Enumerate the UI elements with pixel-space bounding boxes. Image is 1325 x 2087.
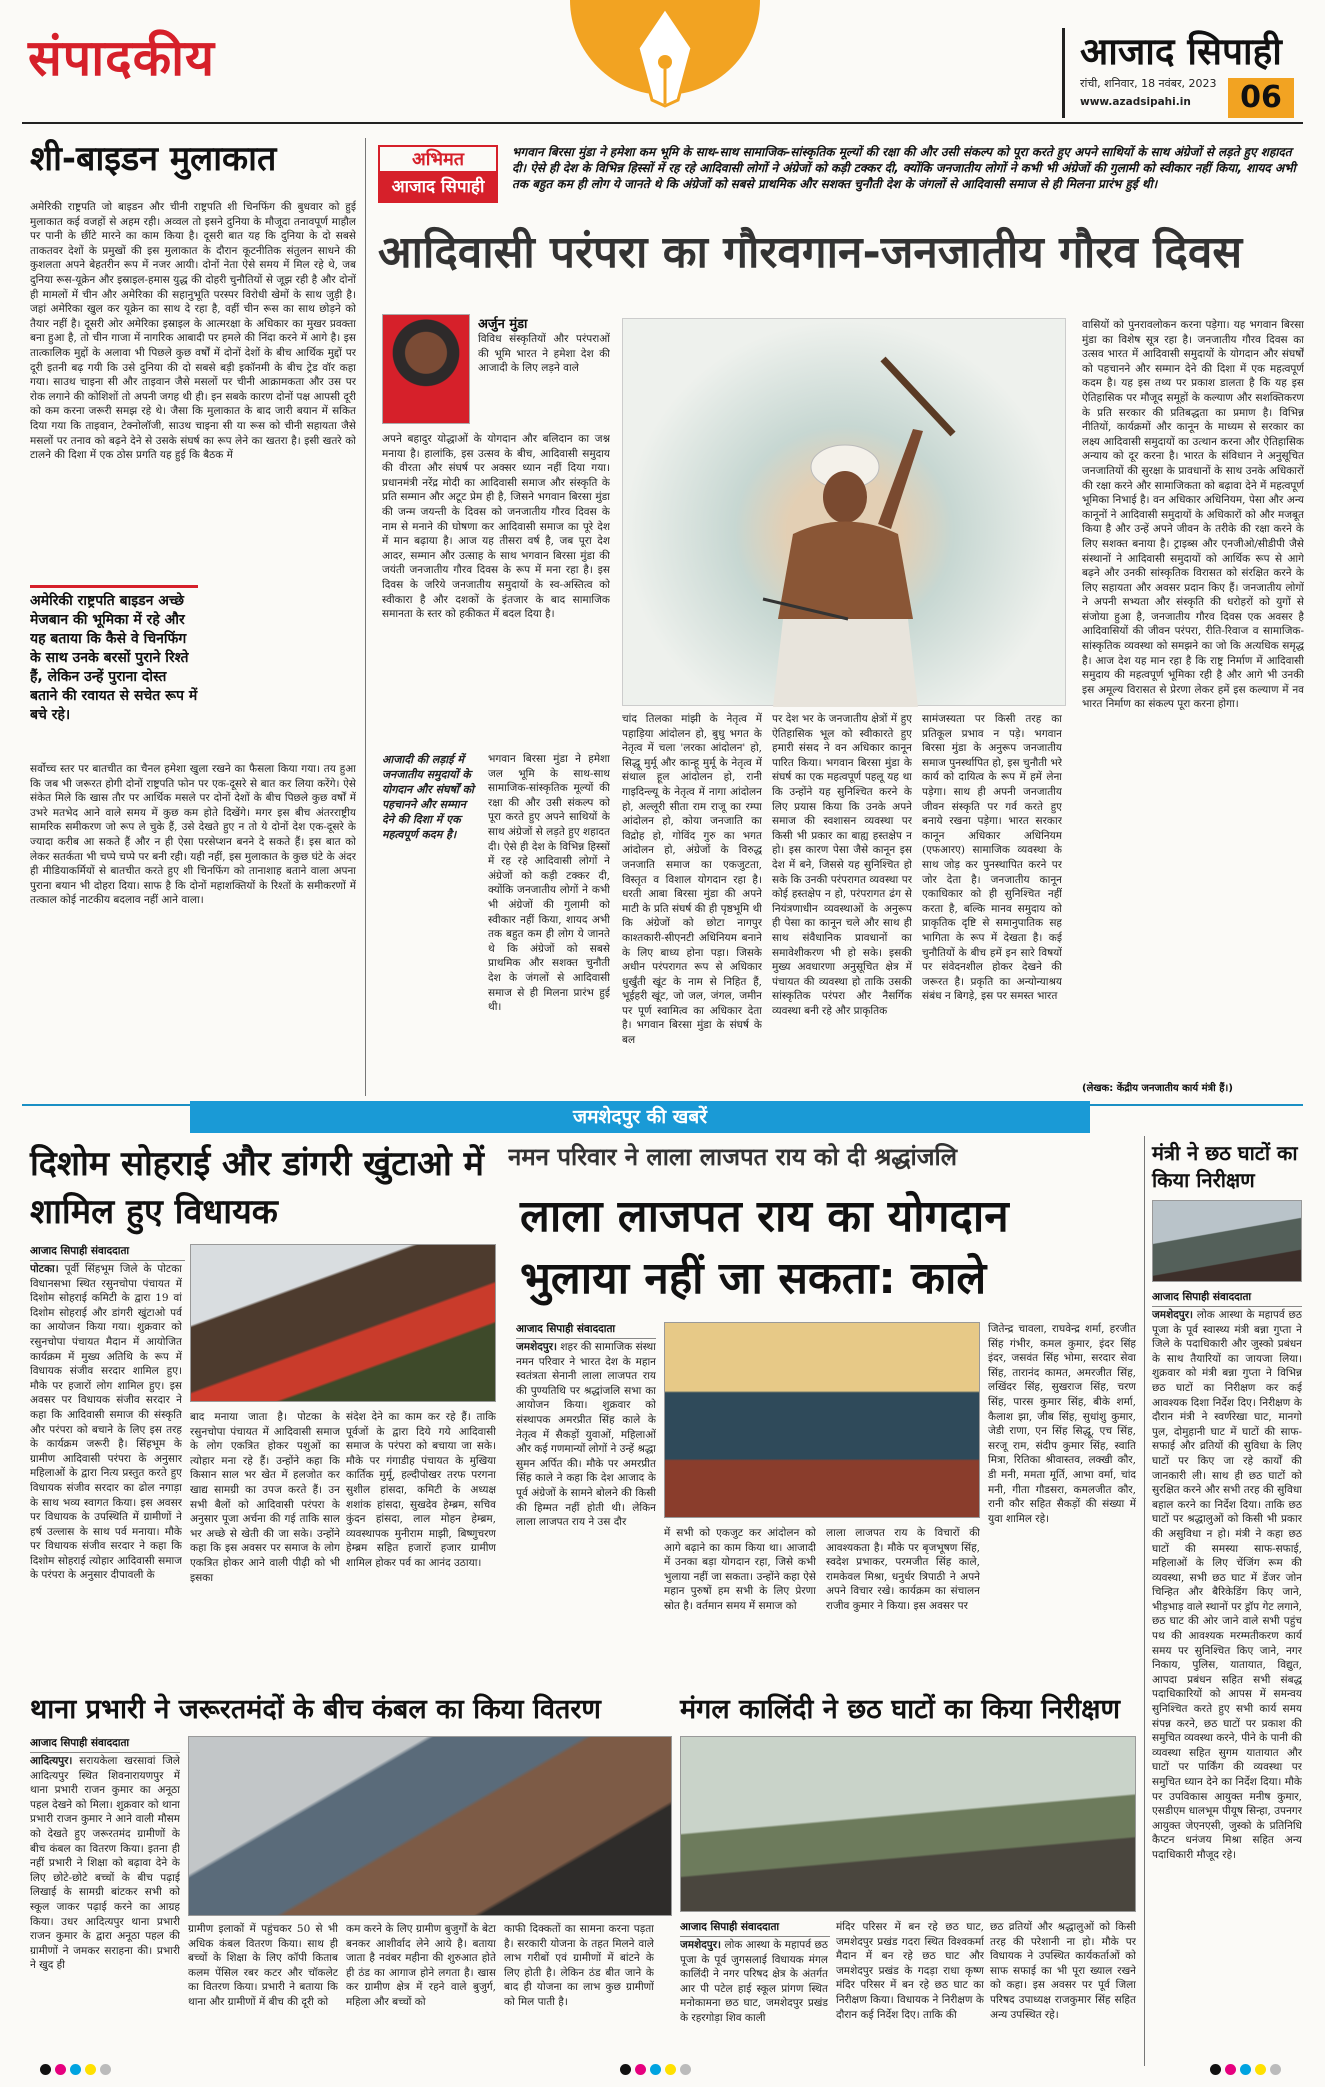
editorial-body-bottom [30, 762, 356, 1097]
story5-col2 [836, 1920, 984, 2054]
birsa-munda-illustration [622, 318, 1066, 706]
feature-paragraph: सामंजस्यता पर किसी तरह का प्रतिकूल प्रभाव न पड़े। भगवान बिरसा मुंडा के अनुरूप जनजातीय समाज पुनर्स्थापित हो, इस चुनौती भरे कार्य को दायित्व के रूप में हमें लेना पड़ेगा। साथ ही अपनी जनजातीय जीवन संस्कृति पर गर्व करते हुए बनाये रखना पड़ेगा। भारत सरकार कानून अधिकार अधिनियम (एफआरए) सामाजिक व्यवस्था के साथ जोड़ कर पुनस्थापित करने पर जोर देता है। जनजातीय कानून एकाधिकार को ही सुनिश्चित नहीं करता है, बल्कि मानव समुदाय को प्राकृतिक दृष्टि से समानुपातिक सह भागिता के रूप में देखता है। कई चुनौतियों के बीच हमें इन सारे विषयों पर संवेदनशील होकर देखने की जरूरत है। प्रकृति का अन्योन्याश्रय संबंध न बिगड़े, इस पर समस्त भारत [922, 713, 1062, 1003]
story2-kicker: नमन परिवार ने लाला लाजपत राय को दी श्रद्धांजलि [508, 1143, 958, 1171]
story5-col3 [990, 1920, 1136, 2054]
story3-text: लोक आस्था के महापर्व छठ पूजा के पूर्व स्वास्थ्य मंत्री बन्ना गुप्ता ने जिले के पदाधिकारी और जुस्को प्रबंधन के साथ तैयारियों का जायजा लिया। शुक्रवार को मंत्री बन्ना गुप्ता ने विभिन्न छठ घाटों का निरीक्षण कर कई आवश्यक दिशा निर्देश दिए। निरीक्षण के दौरान मंत्री ने स्वर्णरेखा घाट, मानगो पुल, दोमुहानी घाट में घाटों की साफ-सफाई और व्रतियों की सुविधा के लिए घाटों पर किए जा रहे कार्यों की जानकारी ली। साथ ही छठ घाटों को सुरक्षित करने और सभी तरह की सुविधा बहाल करने का निर्देश दिया। ताकि छठ घाटों पर श्रद्धालुओं को किसी भी प्रकार की असुविधा न हो। मंत्री ने कहा छठ घाटों की समस्या साफ-सफाई, महिलाओं के लिए चेंजिंग रूम की व्यवस्था, सभी छठ घाट में डेंजर जोन चिन्हित और बैरिकेडिंग किए जाने, भीड़भाड़ वाले स्थानों पर ड्रॉप गेट लगाने, छठ घाट की ओर जाने वाले सभी पहुंच पथ की आवश्यक मरम्मतीकरण कार्य समय पर सुनिश्चित किए जाने, नगर निकाय, पुलिस, यातायात, विद्युत, आपदा प्रबंधन सहित सभी संबद्ध पदाधिकारियों को आपस में समन्वय सुनिश्चित करते हुए सभी कार्य समय संपन्न करने, छठ घाटों पर प्रकाश की समुचित व्यवस्था करने, पीने के पानी की व्यवस्था सहित सुगम यातायात और घाटों पर पार्किंग की व्यवस्था पर समुचित ध्यान देने का निर्देश दिया। मौके पर उपविकास आयुक्त मनीष कुमार, एसडीएम धालभूम पीयूष सिन्हा, उपनगर आयुक्त जेएनएसी, जुस्को के प्रतिनिधि कैप्टन धनंजय मिश्रा सहित अन्य पदाधिकारी मौजूद रहे। [1152, 1309, 1302, 1861]
jamshedpur-banner-label: जमशेदपुर की खबरें [190, 1101, 1090, 1133]
feature-col2 [622, 712, 762, 1096]
story1-text: संदेश देने का काम कर रहे हैं। ताकि पूर्वजों के द्वारा दिये गये आदिवासी समाज के परंपरा को बचाया जा सके। मौके पर गंगाडीह पंचायत के मुखिया कार्तिक मुर्मू, हल्दीपोखर तरफ परगना सुशील हांसदा, कमिटी के अध्यक्ष शशांक हांसदा, सुखदेव हेम्ब्रम, सचिव कुंदन हांसदा, लाल मोहन हेम्ब्रम, व्यवस्थापक मुनीराम माझी, बिष्णुचरण हेम्ब्रम सहित हजारों हजार ग्रामीण शामिल होकर पर्व का आनंद उठाया। [346, 1411, 496, 1569]
warrior-figure-icon [623, 319, 1067, 707]
story4-col4 [504, 1922, 654, 2054]
feature-side-quote: आजादी की लड़ाई में जनजातीय समुदायों के योगदान और संघर्षों को पहचानने और सम्मान देने की दिशा में एक महत्वपूर्ण कदम है। [382, 753, 474, 841]
story5-text: मंदिर परिसर में बन रहे छठ घाट, जमशेदपुर प्रखंड गदरा स्थित विश्वकर्मा मैदान में बन रहे छठ घाट और जमशेदपुर प्रखंड के गदड़ा राधा कृष्ण मंदिर परिसर में बन रहे छठ घाट का निरीक्षण किया। विधायक ने निरीक्षण के दौरान कई निर्देश दिए। ताकि की [836, 1921, 984, 2021]
pen-nib-logo-icon [560, 0, 770, 118]
editorial-body-top [30, 200, 356, 630]
story2-text: लाला लाजपत राय के विचारों की आवश्यकता है। मौके पर बृजभूषण सिंह, स्वदेश प्रभाकर, परमजीत सिंह काले, रामकेवल मिश्रा, धनुर्धर त्रिपाठी ने अपने अपने विचार रखे। कार्यक्रम का संचालन राजीव कुमार ने किया। इस अवसर पर [826, 1527, 980, 1612]
story4-photo [188, 1736, 672, 1916]
story2-col4 [988, 1322, 1136, 1686]
website: www.azadsipahi.in [1080, 96, 1191, 108]
story2-col1 [516, 1340, 656, 1588]
story4-byline: आजाद सिपाही संवाददाता [30, 1736, 180, 1753]
story1-place: पोटका। [30, 1263, 59, 1275]
feature-paragraph: भगवान बिरसा मुंडा ने हमेशा जल भूमि के साथ-साथ सामाजिक-सांस्कृतिक मूल्यों की रक्षा की और उसी संकल्प को पूरा करते हुए अपने साथियों के साथ अंग्रेजों से लड़ते हुए शहादत दी। ऐसे ही देश के विभिन्न हिस्सों में रह रहे आदिवासी लोगों ने अंग्रेजों को कड़ी टक्कर दी, क्योंकि जनजातीय लोगों ने कभी भी अंग्रेजों की गुलामी को स्वीकार नहीं किया, शायद अभी तक बहुत कम ही लोग ये जानते थे कि अंग्रेजों को सबसे प्राथमिक और सशक्त चुनौती देश के जंगलों से आदिवासी समाज से ही मिलना प्रारंभ हुई थी। [488, 753, 610, 1014]
story4-text: काफी दिक्कतों का सामना करना पड़ता है। सरकारी योजना के तहत मिलने वाले लाभ गरीबों एवं ग्रामीणों में बांटने के लिए होती है। लेकिन ठंड बीत जाने के बाद ही योजना का लाभ कुछ ग्रामीणों को मिल पाती है। [504, 1923, 654, 2008]
editorial-paragraph: अमेरिकी राष्ट्रपति जो बाइडन और चीनी राष्ट्रपति शी चिनफिंग की बुधवार को हुई मुलाकात कई वजहों से अहम रही। अव्वल तो इसने दुनिया के मौजूदा तनावपूर्ण माहौल पर पानी के छींटे मारने का काम किया है। दूसरी बात यह कि दुनिया के दो सबसे ताकतवर देशों के प्रमुखों की इस मुलाकात के दौरान कूटनीतिक संतुलन साधने की कुशलता अपने बेहतरीन रूप में नजर आयी। दोनों नेता ऐसे समय में मिल रहे थे, जब दुनिया रूस-यूक्रेन और इस्राइल-हमास युद्ध की दोहरी चुनौतियों से जूझ रही है और दोनों ही मामलों में चीन और अमेरिका की सहानुभूति परस्पर विरोधी खेमों के साथ जुड़ी है। जहां अमेरिका खुल कर यूक्रेन का साथ दे रहा है, वहीं चीन रूस का साथ छोड़ने को तैयार नहीं है। दूसरी ओर अमेरिका इस्राइल के आत्मरक्षा के अधिकार का मुखर प्रवक्ता बना हुआ है, तो चीन गाजा में नागरिक आबादी पर हमले की निंदा करने में आगे है। इस तात्कालिक मुद्दों के अलावा भी पिछले कुछ वर्षों में दोनों देशों के बीच आर्थिक मुद्दों पर दूरी इतनी बढ़ गयी कि उसे दुनिया की दो सबसे बड़ी इकॉनमी के बीच ट्रेड वॉर कहा गया। साउथ चाइना सी और ताइवान जैसे मसलों पर चीनी आक्रामकता और उस पर रोक लगाने की कोशिशों तो अपनी जगह थी ही। इन सबके कारण दोनों पक्ष आपसी दूरी को कम करना जरूरी समझ रहे थे। जैसा कि मुलाकात के बाद जारी बयान में सकित दिया गया कि ताइवान, टेक्नोलॉजी, साउथ चाइना सी या रूस को चीनी सहायता जैसे मसलों पर तनाव को बढ़ने देने से उसके संघर्ष का रूप लेने का खतरा है। इसी खतरे को टालने की दिशा में एक ठोस प्रगति यह हुई कि बैठक में [30, 201, 356, 462]
story5-col1 [680, 1938, 828, 2054]
story1-photo [190, 1244, 496, 1402]
story2-photo [664, 1322, 980, 1518]
story4-col3 [346, 1922, 496, 2054]
masthead [0, 0, 1325, 125]
story3-photo [1152, 1200, 1302, 1282]
story5-text: छठ व्रतियों और श्रद्धालुओं को किसी तरह की परेशानी ना हो। मौके पर विधायक ने उपस्थित कार्यकर्ताओं को साफ सफाई का भी पूरा ख्याल रखने को कहा। इस अवसर पर पूर्व जिला परिषद उपाध्यक्ष राजकुमार सिंह सहित अन्य उपस्थित रहे। [990, 1921, 1136, 2021]
paper-name: आजाद सिपाही [1080, 30, 1282, 73]
feature-headline: आदिवासी परंपरा का गौरवगान-जनजातीय गौरव दिवस [378, 227, 1243, 278]
feature-col1 [382, 432, 610, 744]
opinion-kicker-top: अभिमत [380, 147, 496, 173]
editorial-headline: शी-बाइडन मुलाकात [30, 139, 277, 179]
story1-headline: दिशोम सोहराई और डांगरी खुंटाओ में शामिल हुए विधायक [30, 1144, 484, 1232]
story1-col3 [346, 1410, 496, 1686]
story5-place: जमशेदपुर। [680, 1939, 722, 1951]
author-photo [382, 314, 470, 424]
feature-paragraph: वासियों को पुनरावलोकन करना पड़ेगा। यह भगवान बिरसा मुंडा का विशेष सूत्र रहा है। जनजातीय गौरव दिवस का उत्सव भारत में आदिवासी समुदायों के योगदान और संघर्षों को पहचानने और सम्मान देने की दिशा में एक महत्वपूर्ण कदम है। यह इस तथ्य पर प्रकाश डालता है कि यह इस ऐतिहासिक पर मौजूद समूहों के कल्याण और सशक्तिकरण के प्रति सरकार की प्रतिबद्धता का प्रमाण है। विभिन्न नीतियों, कार्यक्रमों और कानून के माध्यम से सरकार का लक्ष्य आदिवासी समुदायों का उत्थान करना और ऐतिहासिक अन्याय को दूर करना है। भारत के संविधान ने अनुसूचित जनजातियों की सुरक्षा के प्रावधानों के साथ उनके अधिकारों की रक्षा करने और सामाजिकता को बढ़ावा देने में महत्वपूर्ण भूमिका निभाई है। वन अधिकार अधिनियम, पेसा और अन्य कानूनों ने आदिवासी समुदायों के अधिकारों को और मजबूत किया है और उन्हें अपने जीवन के तरीके की रक्षा करने के लिए सशक्त बनाया है। ट्राइब्स और एनजीओ/सीडीपी जैसे संस्थानों ने आदिवासी समुदायों को आर्थिक रूप से आगे बढ़ने और उनकी सांस्कृतिक विरासत को संरक्षित करने के लिए सहायता और अवसर प्रदान किए हैं। जनजातीय लोगों ने अपनी सभ्यता और संस्कृति की धरोहरों को युगों से संजोया हुआ है, जनजातीय गौरव दिवस एक अवसर है आदिवासियों की जीवन परंपरा, रीति-रिवाज व सामाजिक-सांस्कृतिक व्यवस्था को समझने का जो कि अत्यधिक समृद्ध है। आज देश यह मान रहा है कि राष्ट्र निर्माण में आदिवासी समुदाय की महत्वपूर्ण भूमिका रही है और आगे भी उनकी इस अमूल्य विरासत से प्रेरणा लेकर हमें इस कल्याण में नव भारत निर्माण का संकल्प पूरा करना होगा। [1082, 319, 1304, 711]
masthead-divider [1062, 28, 1065, 118]
registration-marks-left [40, 2064, 111, 2075]
column-divider [1144, 1136, 1145, 2066]
feature-paragraph: अपने बहादुर योद्धाओं के योगदान और बलिदान का जश्न मनाया है। हालांकि, इस उत्सव के बीच, आदिवासी समुदाय की वीरता और संघर्ष पर अक्सर ध्यान नहीं दिया गया। प्रधानमंत्री नरेंद्र मोदी का आदिवासी समाज और संस्कृति के प्रति सम्मान और अटूट प्रेम ही है, जिसने भगवान बिरसा मुंडा की जन्म जयन्ती के दिवस को जनजातीय गौरव दिवस के नाम से मनाने की घोषणा कर आदिवासी समाज का पूरे देश में मान बढ़ाया है। आज यह तीसरा वर्ष है, जब पूरा देश आदर, सम्मान और उत्साह के साथ भगवान बिरसा मुंडा की जयंती जनजातीय गौरव दिवस के रूप में मना रहा है। इस दिवस के जरिये जनजातीय समुदायों के स्व-अस्तित्व को स्वीकारा है और दशकों के इंतजार के बाद सामाजिक समानता के स्तर को हकीकत में बदल दिया है। [382, 433, 610, 621]
story2-col2 [664, 1526, 816, 1686]
story3-body [1152, 1308, 1302, 2052]
feature-paragraph: विविध संस्कृतियों और परंपराओं की भूमि भारत ने हमेशा देश की आजादी के लिए लड़ने वाले [478, 333, 610, 375]
opinion-kicker [378, 145, 498, 203]
section-title: संपादकीय [28, 29, 216, 87]
feature-col5 [1082, 318, 1304, 1078]
story1-col1 [30, 1262, 182, 1686]
story2-text: में सभी को एकजुट कर आंदोलन को आगे बढ़ाने का काम किया था। आजादी में उनका बड़ा योगदान रहा, जिसे कभी भुलाया नहीं जा सकता। उन्होंने कहा ऐसे महान पुरुषों हम सभी के लिए प्रेरणा स्रोत है। वर्तमान समय में समाज को [664, 1527, 816, 1612]
story1-text: पूर्वी सिंहभूम जिले के पोटका विधानसभा स्थित रसुनचोपा पंचायत में दिशोम सोहराई कमिटी के द्वारा 19 वां दिशोम सोहराई और डांगरी खुंटाओ पर्व का आयोजन किया गया। शुक्रवार को रसुनचोपा पंचायत मैदान में आयोजित कार्यक्रम में मुख्य अतिथि के रूप में विधायक संजीव सरदार शामिल हुए। मौके पर हजारों लोग शामिल हुए। इस अवसर पर विधायक संजीव सरदार ने कहा कि आदिवासी समाज की संस्कृति और परंपरा को बचाने के लिए इस तरह के कार्यक्रम जरूरी है। सिंहभूम के ग्रामीण आदिवासी परंपरा के अनुसार महिलाओं के द्वारा नित्य प्रस्तुत करते हुए विधायक संजीव सरदार का ढोल नगाड़ा के साथ भव्य स्वागत किया। इस अवसर पर विधायक के उपस्थिति में ग्रामीणों ने हर्ष उल्लास के साथ पर्व मनाया। मौके पर विधायक संजीव सरदार ने कहा कि दिशोम सोहराई त्योहार आदिवासी समाज के परंपरा के अनुसार दीपावली के [30, 1263, 182, 1582]
feature-col4 [922, 712, 1062, 1096]
registration-marks-right [1210, 2064, 1281, 2075]
column-divider [365, 138, 366, 1096]
feature-col1-top [478, 332, 610, 432]
story4-place: आदित्यपुर। [30, 1755, 73, 1767]
story2-place: जमशेदपुर। [516, 1341, 558, 1353]
story2-text: शहर की सामाजिक संस्था नमन परिवार ने भारत देश के महान स्वतंत्रता सेनानी लाला लाजपत राय की पुण्यतिथि पर श्रद्धांजलि सभा का आयोजन किया। शुक्रवार को संस्थापक अमरप्रीत सिंह काले के नेतृत्व में सैकड़ों युवाओं, महिलाओं और कई गणमान्यों लोगों ने उन्हें श्रद्धा सुमन अर्पित की। मौके पर अमरप्रीत सिंह काले ने कहा कि देश आजाद के पूर्व अंग्रेजों के सामने बोलने की किसी की हिम्मत नहीं होती थी। लेकिन लाला लाजपत राय ने उस दौर [516, 1341, 656, 1529]
feature-col3 [772, 712, 912, 1096]
feature-author-note: (लेखक: केंद्रीय जनजातीय कार्य मंत्री हैं।) [1082, 1083, 1233, 1094]
story3-place: जमशेदपुर। [1152, 1309, 1194, 1321]
story1-byline: आजाद सिपाही संवाददाता [30, 1244, 185, 1261]
feature-col1b [488, 752, 610, 1096]
story3-byline: आजाद सिपाही संवाददाता [1152, 1290, 1302, 1307]
story2-byline: आजाद सिपाही संवाददाता [516, 1322, 656, 1339]
editorial-paragraph: सर्वोच्च स्तर पर बातचीत का चैनल हमेशा खुला रखने का फैसला किया गया। तय हुआ कि जब भी जरूरत होगी दोनों राष्ट्रपति फोन पर एक-दूसरे से बात कर लिया करेंगे। ऐसे संकेत मिले कि खास तौर पर आर्थिक मसले पर दोनों देशों के बीच पिछले कुछ वर्षों में उभरे मतभेद आने वाले समय में कुछ कम होते दिखेंगे। मगर इस बीच अंतरराष्ट्रीय सामरिक समीकरण जो रूप ले चुके हैं, उसे देखते हुए न तो ये दोनों देश एक-दूसरे के ज्यादा करीब आ सकते हैं और न ही ऐसा परसेप्शन बनने दे सकते हैं। इस बात को लेकर सतर्कता भी चप्पे चप्पे पर बनी रही। यही नहीं, इस मुलाकात के कुछ घंटे के अंदर ही मीडियाकर्मियों से बातचीत करते हुए शी चिनफिंग को तानाशाह बताने वाला अपना पुराना बयान भी दोहरा दिया। साफ है कि दोनों महाशक्तियों के रिश्तों के समीकरणों में तत्काल कोई नाटकीय बदलाव नहीं आने वाला। [30, 763, 356, 907]
story2-headline: लाला लाजपत राय का योगदान भुलाया नहीं जा सकता: काले [520, 1191, 1009, 1304]
feature-paragraph: चांद तिलका मांझी के नेतृत्व में पहाड़िया आंदोलन हो, बुधु भगत के नेतृत्व में चला 'लरका आंदोलन' हो, सिद्धू मुर्मू और कान्हू मुर्मू के नेतृत्व में संथाल हूल आंदोलन हो, रानी गाइदिन्ल्यू के नेतृत्व में नागा आंदोलन हो, अल्लूरी सीता राम राजू का रम्पा आंदोलन हो, कोया जनजाति का विद्रोह हो, गोविंद गुरु का भगत आंदोलन हो, अंग्रेजों के विरुद्ध जनजाति समाज का एकजुटता, विस्तृत व विशाल योगदान रहा है। धरती आबा बिरसा मुंडा की अपने माटी के प्रति संघर्ष की ही पृष्ठभूमि थी कि अंग्रेजों को छोटा नागपुर काश्तकारी-सीएनटी अधिनियम बनाने के लिए बाध्य होना पड़ा। जिसके अधीन परंपरागत रूप से अधिकार धुर्खुंती खूंट के नाम से निहित हैं, भूईहरी खूंट, जो जल, जंगल, जमीन पर पूर्ण स्वामित्व का अधिकार देता है। भगवान बिरसा मुंडा के संघर्ष के बल [622, 713, 762, 1047]
feature-standfirst: भगवान बिरसा मुंडा ने हमेशा कम भूमि के साथ-साथ सामाजिक-सांस्कृतिक मूल्यों की रक्षा की और उसी संकल्प को पूरा करते हुए अपने साथियों के साथ अंग्रेजों से लड़ते हुए शहादत दी। ऐसे ही देश के विभिन्न हिस्सों में रह रहे आदिवासी लोगों ने अंग्रेजों को कड़ी टक्कर दी, क्योंकि जनजातीय लोगों ने कभी भी अंग्रेजों की गुलामी को स्वीकार नहीं किया, शायद अभी तक बहुत कम ही लोग ये जानते थे कि अंग्रेजों को सबसे प्राथमिक और सशक्त चुनौती देश के जंगलों से आदिवासी समाज से ही मिलना प्रारंभ हुई थी। [512, 145, 1296, 191]
story4-headline: थाना प्रभारी ने जरूरतमंदों के बीच कंबल का किया वितरण [30, 1694, 601, 1725]
masthead-rule [22, 122, 1303, 124]
story2-col3 [826, 1526, 980, 1686]
opinion-kicker-bottom: आजाद सिपाही [380, 173, 496, 201]
story4-text: सरायकेला खरसावां जिले आदित्यपुर स्थित शिवनारायणपुर में थाना प्रभारी राजन कुमार का अनूठा पहल देखने को मिला। शुक्रवार को थाना प्रभारी राजन कुमार ने आने वाली मौसम को देखते हुए जरूरतमंद ग्रामीणों के बीच कंबल का वितरण किया। इतना ही नहीं प्रभारी ने शिक्षा को बढ़ावा देने के लिए छोटे-छोटे बच्चों के बीच पढ़ाई लिखाई के सामग्री बांटकर सभी को स्कूल जाकर पढ़ाई करने का आग्रह किया। उधर आदित्यपुर थाना प्रभारी राजन कुमार के द्वारा अनूठा पहल की ग्रामीणों ने जमकर सराहना की। प्रभारी ने खुद ही [30, 1755, 180, 1972]
editorial-pullquote: अमेरिकी राष्ट्रपति बाइडन अच्छे मेजबान की भूमिका में रहे और यह बताया कि कैसे वे चिनफिंग के साथ उनके बरसों पुराने रिश्ते हैं, लेकिन उन्हें पुराना दोस्त बताने की रवायत से सचेत रूप में बचे रहे। [30, 585, 198, 755]
story4-col1 [30, 1754, 180, 2054]
story5-headline: मंगल कालिंदी ने छठ घाटों का किया निरीक्षण [680, 1694, 1120, 1725]
page-number: 06 [1228, 78, 1294, 118]
dateline: रांची, शनिवार, 18 नवंबर, 2023 [1080, 77, 1217, 90]
story3-headline: मंत्री ने छठ घाटों का किया निरीक्षण [1152, 1141, 1298, 1192]
author-name: अर्जुन मुंडा [478, 317, 528, 332]
registration-marks-center [620, 2064, 691, 2075]
story4-text: ग्रामीण इलाकों में पहुंचकर 50 से भी अधिक कंबल वितरण किया। साथ ही बच्चों के शिक्षा के लिए कॉपी किताब कलम पेंसिल रबर कटर और चॉकलेट का वितरण किया। प्रभारी ने बताया कि थाना और ग्रामीणों में बीच की दूरी को [188, 1923, 338, 2008]
feature-paragraph: पर देश भर के जनजातीय क्षेत्रों में हुए ऐतिहासिक भूल को स्वीकारते हुए हमारी संसद ने वन अधिकार कानून पारित किया। भगवान बिरसा मुंडा के संघर्ष का एक महत्वपूर्ण पहलू यह था कि उन्होंने यह सुनिश्चित करने के लिए प्रयास किया कि उनके अपने समाज की स्वशासन व्यवस्था पर किसी भी प्रकार का बाह्य हस्तक्षेप न हो। इस कारण पेसा जैसे कानून इस देश में बने, जिससे यह सुनिश्चित हो सके कि उनकी परंपरागत व्यवस्था पर कोई हस्तक्षेप न हो, परंपरागत ढंग से नियंत्रणाधीन व्यवस्थाओं के अनुरूप ही पेसा का कानून चले और साथ ही साथ संवैधानिक प्रावधानों का समावेशीकरण भी हो सके। इसकी मुख्य अवधारणा अनुसूचित क्षेत्र में पंचायत की व्यवस्था हो ताकि उसकी सांस्कृतिक परंपरा और नैसर्गिक व्यवस्था बनी रहे और प्राकृतिक [772, 713, 912, 1017]
story5-byline: आजाद सिपाही संवाददाता [680, 1920, 830, 1937]
story4-col2 [188, 1922, 338, 2054]
story5-photo [680, 1736, 1136, 1912]
story4-text: कम करने के लिए ग्रामीण बुजुर्गों के बेटा बनकर आशीर्वाद लेने आये है। बताया जाता है नवंबर महीना की शुरुआत होते ही ठंड का आगाज होने लगता है। खास कर ग्रामीण क्षेत्र में रहने वाले बुजुर्ग, महिला और बच्चों को [346, 1923, 496, 2008]
story5-text: लोक आस्था के महापर्व छठ पूजा के पूर्व जुगसलाई विधायक मंगल कालिंदी ने नगर परिषद क्षेत्र के अंतर्गत आर पी पटेल हाई स्कूल प्रांगण स्थित मनोकामना छठ घाट, जमशेदपुर प्रखंड के रहरगोड़ा शिव काली [680, 1939, 828, 2024]
story1-text: बाद मनाया जाता है। पोटका के रसुनचोपा पंचायत में आदिवासी समाज के लोग एकत्रित होकर पशुओं का त्योहार मना रहे हैं। उन्होंने कहा कि किसान साल भर खेत में हलजोत कर खाद्य सामग्री का उपज करते हैं। उन सभी बैलों को आदिवासी परंपरा के अनुसार पूजा अर्चना की गई ताकि साल भर अच्छे से खेती की जा सके। उन्होंने कहा कि इस अवसर पर समाज के लोग एकत्रित होकर आने वाली पीढ़ी को भी इसका [190, 1411, 340, 1584]
story1-col2 [190, 1410, 340, 1686]
story2-text: जितेन्द्र चावला, राघवेन्द्र शर्मा, हरजीत सिंह गंभीर, कमल कुमार, इंदर सिंह इंदर, जसवंत सिंह भोमा, सरदार सेवा सिंह, तारानंद कामत, अमरजीत सिंह, लखिंदर सिंह, सुखराज सिंह, चरण सिंह, पारस कुमार सिंह, बीके शर्मा, कैलाश झा, जीब सिंह, सुधांशु कुमार, जेडी राणा, एन सिंह सिद्धू, एच सिंह, सरजू राम, संदीप कुमार सिंह, स्वाति मित्रा, रितिका श्रीवास्तव, लक्खी कौर, डी मनी, ममता मूर्ति, आभा वर्मा, चांद मनी, गीता गौडसरा, कमलजीत कौर, रानी कौर सहित सैकड़ों की संख्या में युवा शामिल रहे। [988, 1323, 1136, 1525]
